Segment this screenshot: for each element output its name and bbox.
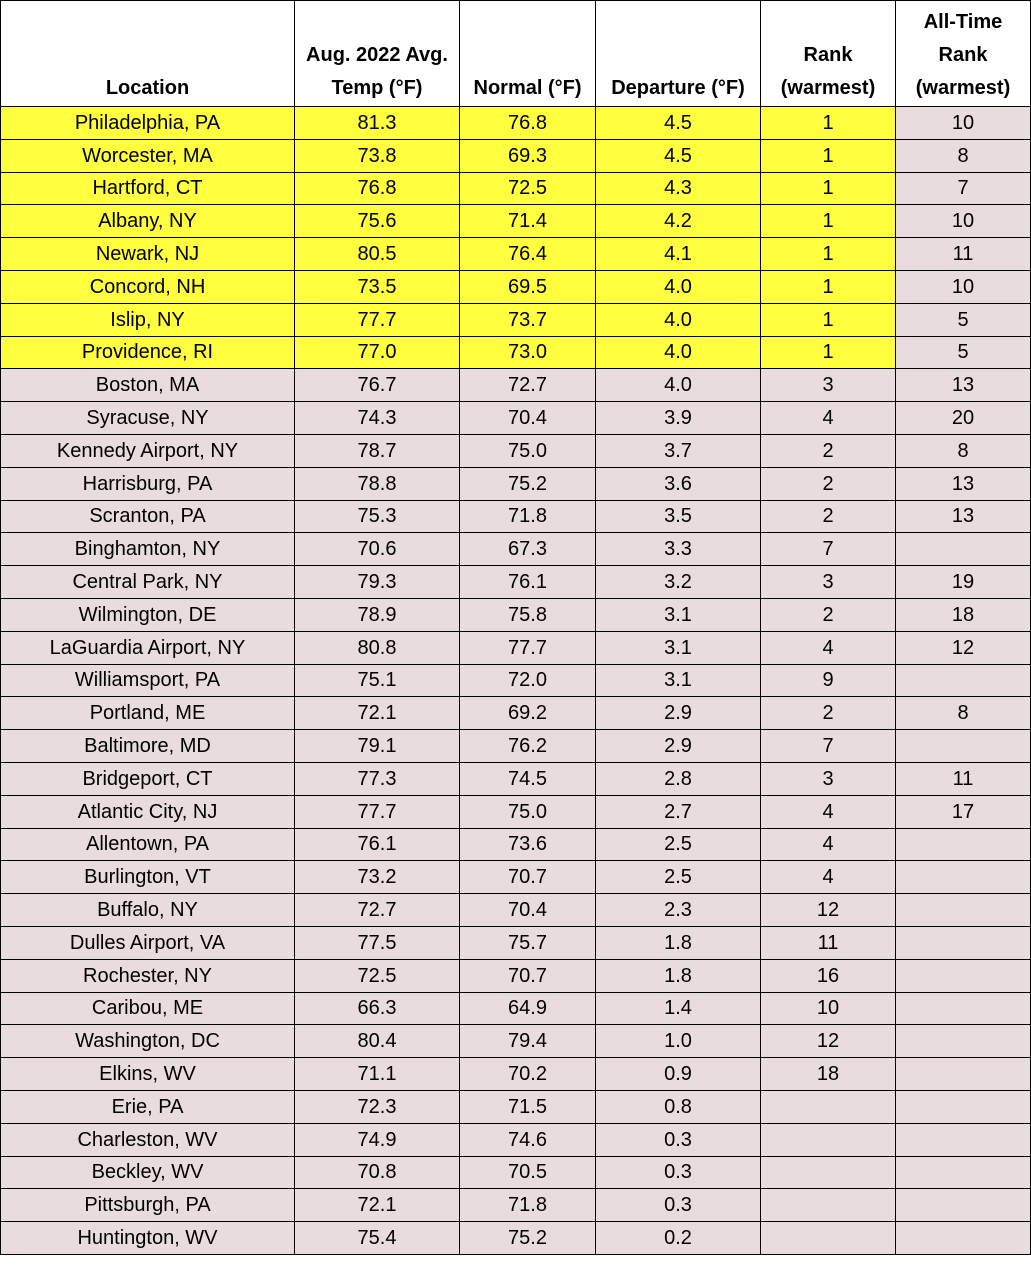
all-time-rank-cell: 19 [896, 566, 1031, 599]
location-cell: Providence, RI [1, 336, 295, 369]
header-avg-temp [295, 1, 460, 107]
avg-temp-cell: 72.1 [295, 697, 460, 730]
normal-cell: 70.7 [460, 959, 596, 992]
table-row [1, 1058, 1031, 1091]
departure-cell: 0.3 [596, 1123, 761, 1156]
header-rank-line1: Rank [803, 44, 853, 66]
normal-cell: 76.1 [460, 566, 596, 599]
avg-temp-cell: 79.1 [295, 730, 460, 763]
avg-temp-cell: 75.6 [295, 205, 460, 238]
table-row [1, 402, 1031, 435]
location-cell: Boston, MA [1, 369, 295, 402]
avg-temp-cell: 73.2 [295, 861, 460, 894]
all-time-rank-cell [896, 828, 1031, 861]
table-row [1, 336, 1031, 369]
location-cell: Portland, ME [1, 697, 295, 730]
normal-cell: 70.4 [460, 894, 596, 927]
rank-cell: 16 [761, 959, 896, 992]
rank-cell: 9 [761, 664, 896, 697]
table-row [1, 697, 1031, 730]
table-row [1, 598, 1031, 631]
location-cell: Atlantic City, NJ [1, 795, 295, 828]
location-cell: Central Park, NY [1, 566, 295, 599]
normal-cell: 67.3 [460, 533, 596, 566]
location-cell: Bridgeport, CT [1, 762, 295, 795]
table-row [1, 1156, 1031, 1189]
table-row [1, 434, 1031, 467]
table-row [1, 139, 1031, 172]
all-time-rank-cell: 18 [896, 598, 1031, 631]
normal-cell: 77.7 [460, 631, 596, 664]
avg-temp-cell: 77.5 [295, 926, 460, 959]
departure-cell: 3.6 [596, 467, 761, 500]
departure-cell: 0.3 [596, 1189, 761, 1222]
avg-temp-cell: 80.4 [295, 1025, 460, 1058]
normal-cell: 70.5 [460, 1156, 596, 1189]
header-rank-line2: (warmest) [780, 77, 876, 99]
table-row [1, 631, 1031, 664]
header-alltime-line3: (warmest) [915, 77, 1011, 99]
avg-temp-cell: 73.8 [295, 139, 460, 172]
table-row [1, 1123, 1031, 1156]
location-cell: Wilmington, DE [1, 598, 295, 631]
location-cell: Philadelphia, PA [1, 107, 295, 140]
rank-cell [761, 1222, 896, 1255]
rank-cell: 2 [761, 697, 896, 730]
header-row [1, 1, 1031, 107]
location-cell: Pittsburgh, PA [1, 1189, 295, 1222]
table-row [1, 270, 1031, 303]
normal-cell: 74.6 [460, 1123, 596, 1156]
location-cell: Charleston, WV [1, 1123, 295, 1156]
rank-cell: 3 [761, 369, 896, 402]
table-row [1, 1222, 1031, 1255]
table-row [1, 959, 1031, 992]
rank-cell: 4 [761, 828, 896, 861]
departure-cell: 1.4 [596, 992, 761, 1025]
departure-cell: 4.0 [596, 369, 761, 402]
header-alltime-line1: All-Time [923, 11, 1003, 33]
table-row [1, 762, 1031, 795]
all-time-rank-cell: 13 [896, 500, 1031, 533]
rank-cell [761, 1156, 896, 1189]
avg-temp-cell: 78.9 [295, 598, 460, 631]
departure-cell: 4.0 [596, 336, 761, 369]
departure-cell: 4.5 [596, 139, 761, 172]
rank-cell: 1 [761, 238, 896, 271]
rank-cell: 2 [761, 598, 896, 631]
avg-temp-cell: 66.3 [295, 992, 460, 1025]
rank-cell: 2 [761, 500, 896, 533]
all-time-rank-cell: 20 [896, 402, 1031, 435]
avg-temp-cell: 78.8 [295, 467, 460, 500]
table-row [1, 1090, 1031, 1123]
rank-cell: 4 [761, 631, 896, 664]
rank-cell: 1 [761, 107, 896, 140]
table-row [1, 566, 1031, 599]
location-cell: Beckley, WV [1, 1156, 295, 1189]
normal-cell: 71.5 [460, 1090, 596, 1123]
all-time-rank-cell: 11 [896, 762, 1031, 795]
departure-cell: 1.8 [596, 959, 761, 992]
departure-cell: 2.7 [596, 795, 761, 828]
all-time-rank-cell: 8 [896, 139, 1031, 172]
table-body [1, 107, 1031, 1255]
location-cell: Kennedy Airport, NY [1, 434, 295, 467]
avg-temp-cell: 74.3 [295, 402, 460, 435]
normal-cell: 72.0 [460, 664, 596, 697]
avg-temp-cell: 80.8 [295, 631, 460, 664]
avg-temp-cell: 80.5 [295, 238, 460, 271]
departure-cell: 3.1 [596, 631, 761, 664]
normal-cell: 79.4 [460, 1025, 596, 1058]
normal-cell: 76.2 [460, 730, 596, 763]
normal-cell: 75.8 [460, 598, 596, 631]
header-departure [596, 1, 761, 107]
header-avg-line2: Temp (°F) [331, 77, 423, 99]
location-cell: Newark, NJ [1, 238, 295, 271]
location-cell: Williamsport, PA [1, 664, 295, 697]
rank-cell: 7 [761, 730, 896, 763]
table-row [1, 172, 1031, 205]
rank-cell: 18 [761, 1058, 896, 1091]
all-time-rank-cell: 10 [896, 205, 1031, 238]
table-row [1, 107, 1031, 140]
departure-cell: 2.3 [596, 894, 761, 927]
normal-cell: 76.4 [460, 238, 596, 271]
all-time-rank-cell: 11 [896, 238, 1031, 271]
all-time-rank-cell: 12 [896, 631, 1031, 664]
table-row [1, 861, 1031, 894]
avg-temp-cell: 78.7 [295, 434, 460, 467]
all-time-rank-cell [896, 1222, 1031, 1255]
normal-cell: 76.8 [460, 107, 596, 140]
rank-cell: 12 [761, 1025, 896, 1058]
departure-cell: 3.2 [596, 566, 761, 599]
all-time-rank-cell [896, 1090, 1031, 1123]
all-time-rank-cell [896, 730, 1031, 763]
all-time-rank-cell [896, 1058, 1031, 1091]
avg-temp-cell: 77.3 [295, 762, 460, 795]
avg-temp-cell: 72.3 [295, 1090, 460, 1123]
all-time-rank-cell [896, 1189, 1031, 1222]
rank-cell: 1 [761, 336, 896, 369]
avg-temp-cell: 77.7 [295, 795, 460, 828]
all-time-rank-cell [896, 959, 1031, 992]
table-row [1, 730, 1031, 763]
avg-temp-cell: 77.7 [295, 303, 460, 336]
avg-temp-cell: 76.7 [295, 369, 460, 402]
header-location [1, 1, 295, 107]
departure-cell: 2.9 [596, 730, 761, 763]
location-cell: Hartford, CT [1, 172, 295, 205]
location-cell: Harrisburg, PA [1, 467, 295, 500]
all-time-rank-cell [896, 861, 1031, 894]
location-cell: Huntington, WV [1, 1222, 295, 1255]
rank-cell: 12 [761, 894, 896, 927]
rank-cell: 2 [761, 467, 896, 500]
avg-temp-cell: 81.3 [295, 107, 460, 140]
all-time-rank-cell: 10 [896, 270, 1031, 303]
normal-cell: 71.8 [460, 500, 596, 533]
departure-cell: 2.5 [596, 861, 761, 894]
all-time-rank-cell [896, 1025, 1031, 1058]
all-time-rank-cell: 5 [896, 336, 1031, 369]
normal-cell: 71.8 [460, 1189, 596, 1222]
table-row [1, 500, 1031, 533]
rank-cell: 1 [761, 270, 896, 303]
normal-cell: 70.4 [460, 402, 596, 435]
departure-cell: 2.8 [596, 762, 761, 795]
normal-cell: 75.0 [460, 795, 596, 828]
normal-cell: 75.2 [460, 1222, 596, 1255]
rank-cell: 4 [761, 795, 896, 828]
normal-cell: 75.7 [460, 926, 596, 959]
departure-cell: 3.9 [596, 402, 761, 435]
table-row [1, 926, 1031, 959]
avg-temp-cell: 70.6 [295, 533, 460, 566]
departure-cell: 3.7 [596, 434, 761, 467]
location-cell: Erie, PA [1, 1090, 295, 1123]
departure-cell: 3.5 [596, 500, 761, 533]
location-cell: Elkins, WV [1, 1058, 295, 1091]
table-row [1, 238, 1031, 271]
rank-cell: 3 [761, 566, 896, 599]
header-departure-label: Departure (°F) [611, 77, 745, 99]
rank-cell [761, 1090, 896, 1123]
header-rank [761, 1, 896, 107]
departure-cell: 0.8 [596, 1090, 761, 1123]
avg-temp-cell: 74.9 [295, 1123, 460, 1156]
normal-cell: 70.7 [460, 861, 596, 894]
location-cell: Syracuse, NY [1, 402, 295, 435]
location-cell: Caribou, ME [1, 992, 295, 1025]
all-time-rank-cell: 10 [896, 107, 1031, 140]
departure-cell: 4.0 [596, 303, 761, 336]
rank-cell: 1 [761, 205, 896, 238]
all-time-rank-cell: 8 [896, 434, 1031, 467]
location-cell: Buffalo, NY [1, 894, 295, 927]
normal-cell: 73.7 [460, 303, 596, 336]
table-row [1, 303, 1031, 336]
departure-cell: 3.3 [596, 533, 761, 566]
table-row [1, 467, 1031, 500]
normal-cell: 64.9 [460, 992, 596, 1025]
location-cell: Burlington, VT [1, 861, 295, 894]
location-cell: Scranton, PA [1, 500, 295, 533]
rank-cell: 4 [761, 402, 896, 435]
normal-cell: 69.3 [460, 139, 596, 172]
table-row [1, 795, 1031, 828]
rank-cell: 1 [761, 172, 896, 205]
header-normal-label: Normal (°F) [473, 77, 582, 99]
all-time-rank-cell [896, 894, 1031, 927]
table-row [1, 992, 1031, 1025]
rank-cell [761, 1123, 896, 1156]
rank-cell: 3 [761, 762, 896, 795]
departure-cell: 4.3 [596, 172, 761, 205]
departure-cell: 4.2 [596, 205, 761, 238]
avg-temp-cell: 75.3 [295, 500, 460, 533]
header-all-time-rank [896, 1, 1031, 107]
location-cell: Worcester, MA [1, 139, 295, 172]
departure-cell: 4.0 [596, 270, 761, 303]
departure-cell: 0.3 [596, 1156, 761, 1189]
header-location-label: Location [105, 77, 190, 99]
normal-cell: 72.5 [460, 172, 596, 205]
header-normal [460, 1, 596, 107]
location-cell: Concord, NH [1, 270, 295, 303]
all-time-rank-cell: 13 [896, 467, 1031, 500]
normal-cell: 75.2 [460, 467, 596, 500]
avg-temp-cell: 77.0 [295, 336, 460, 369]
rank-cell: 7 [761, 533, 896, 566]
all-time-rank-cell: 13 [896, 369, 1031, 402]
table-row [1, 533, 1031, 566]
departure-cell: 2.9 [596, 697, 761, 730]
all-time-rank-cell [896, 992, 1031, 1025]
location-cell: Washington, DC [1, 1025, 295, 1058]
all-time-rank-cell [896, 1123, 1031, 1156]
location-cell: Albany, NY [1, 205, 295, 238]
avg-temp-cell: 76.8 [295, 172, 460, 205]
avg-temp-cell: 70.8 [295, 1156, 460, 1189]
normal-cell: 71.4 [460, 205, 596, 238]
departure-cell: 1.8 [596, 926, 761, 959]
table-row [1, 1189, 1031, 1222]
rank-cell: 11 [761, 926, 896, 959]
all-time-rank-cell: 17 [896, 795, 1031, 828]
location-cell: Baltimore, MD [1, 730, 295, 763]
normal-cell: 73.0 [460, 336, 596, 369]
departure-cell: 0.2 [596, 1222, 761, 1255]
table-header [1, 1, 1031, 107]
all-time-rank-cell: 7 [896, 172, 1031, 205]
avg-temp-cell: 76.1 [295, 828, 460, 861]
all-time-rank-cell: 5 [896, 303, 1031, 336]
rank-cell: 1 [761, 303, 896, 336]
departure-cell: 2.5 [596, 828, 761, 861]
header-avg-line1: Aug. 2022 Avg. [306, 44, 448, 66]
avg-temp-cell: 75.1 [295, 664, 460, 697]
location-cell: Binghamton, NY [1, 533, 295, 566]
table-row [1, 1025, 1031, 1058]
avg-temp-cell: 79.3 [295, 566, 460, 599]
table-row [1, 369, 1031, 402]
location-cell: Dulles Airport, VA [1, 926, 295, 959]
normal-cell: 74.5 [460, 762, 596, 795]
normal-cell: 72.7 [460, 369, 596, 402]
location-cell: Rochester, NY [1, 959, 295, 992]
normal-cell: 73.6 [460, 828, 596, 861]
departure-cell: 3.1 [596, 664, 761, 697]
avg-temp-cell: 72.7 [295, 894, 460, 927]
all-time-rank-cell: 8 [896, 697, 1031, 730]
rank-cell [761, 1189, 896, 1222]
departure-cell: 4.5 [596, 107, 761, 140]
normal-cell: 70.2 [460, 1058, 596, 1091]
avg-temp-cell: 75.4 [295, 1222, 460, 1255]
location-cell: LaGuardia Airport, NY [1, 631, 295, 664]
table-row [1, 205, 1031, 238]
all-time-rank-cell [896, 533, 1031, 566]
avg-temp-cell: 71.1 [295, 1058, 460, 1091]
avg-temp-cell: 72.1 [295, 1189, 460, 1222]
rank-cell: 2 [761, 434, 896, 467]
departure-cell: 3.1 [596, 598, 761, 631]
normal-cell: 69.5 [460, 270, 596, 303]
header-alltime-line2: Rank [938, 44, 988, 66]
departure-cell: 4.1 [596, 238, 761, 271]
rank-cell: 10 [761, 992, 896, 1025]
all-time-rank-cell [896, 926, 1031, 959]
table-row [1, 894, 1031, 927]
table-row [1, 664, 1031, 697]
location-cell: Allentown, PA [1, 828, 295, 861]
avg-temp-cell: 72.5 [295, 959, 460, 992]
departure-cell: 1.0 [596, 1025, 761, 1058]
all-time-rank-cell [896, 1156, 1031, 1189]
location-cell: Islip, NY [1, 303, 295, 336]
normal-cell: 69.2 [460, 697, 596, 730]
rank-cell: 4 [761, 861, 896, 894]
avg-temp-cell: 73.5 [295, 270, 460, 303]
rank-cell: 1 [761, 139, 896, 172]
all-time-rank-cell [896, 664, 1031, 697]
table-row [1, 828, 1031, 861]
normal-cell: 75.0 [460, 434, 596, 467]
departure-cell: 0.9 [596, 1058, 761, 1091]
